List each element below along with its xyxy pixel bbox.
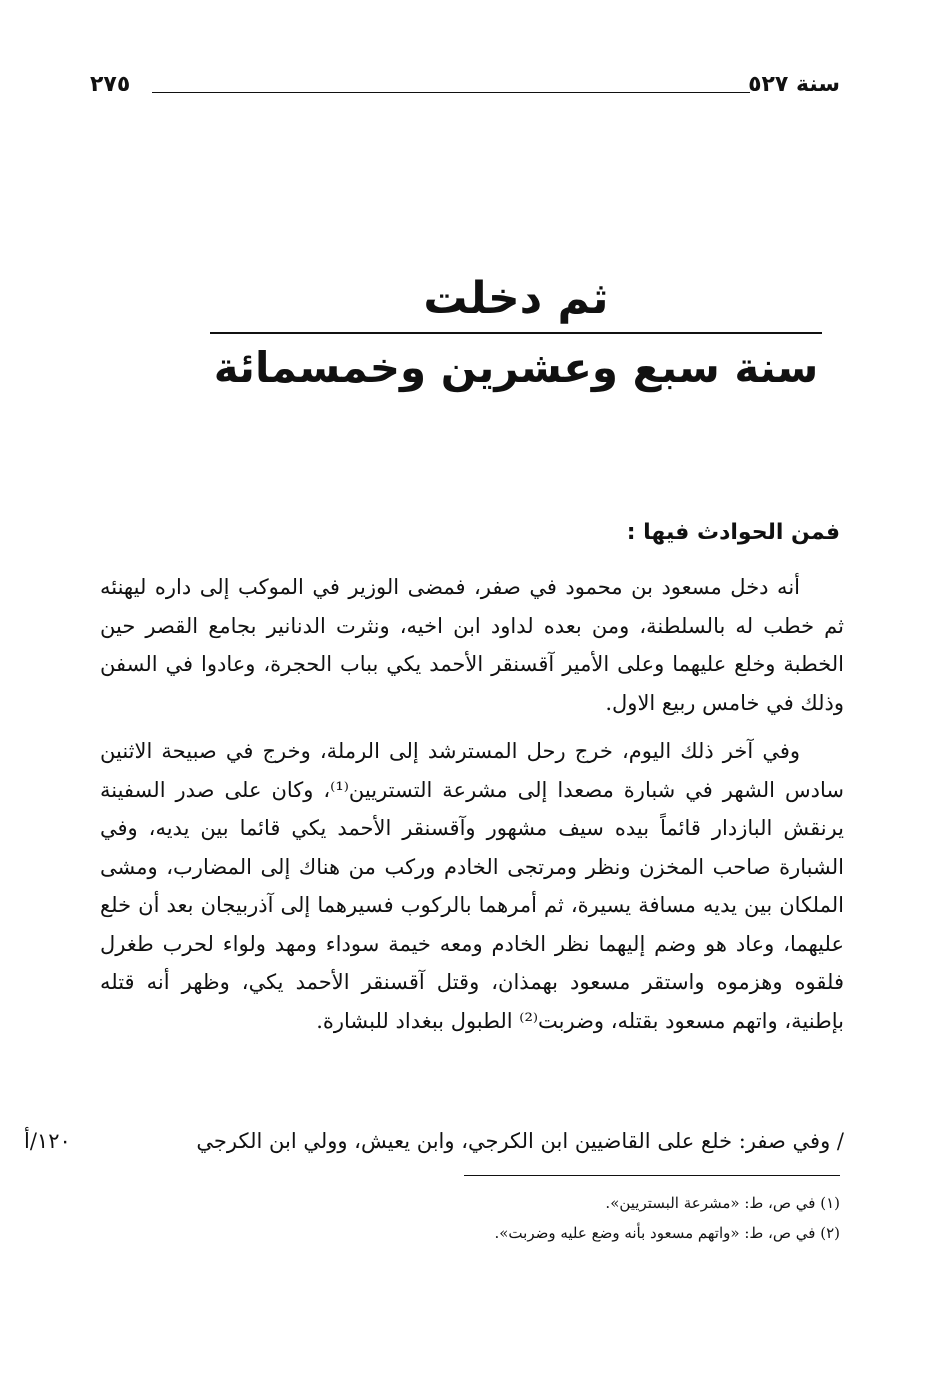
footnotes bbox=[100, 1188, 840, 1248]
footnote-rule bbox=[464, 1175, 840, 1176]
paragraph: أنه دخل مسعود بن محمود في صفر، فمضى الوزير في الموكب إلى داره ليهنئه ثم خطب له بالسلطنة، ومن بعده لداود ابن اخيه، ونثرت الدنانير بجامع القصر حين الخطبة وخلع عليهما وعلى الأمير آقسنقر الأحمد يكي بباب الحجرة، وعادوا في السفن وذلك في خامس ربيع الاول. bbox=[100, 575, 844, 715]
section-heading: فمن الحوادث فيها : bbox=[626, 520, 840, 545]
header-rule bbox=[152, 92, 750, 93]
chapter-title-block bbox=[210, 272, 822, 394]
page-header bbox=[90, 72, 840, 108]
footnote: (٢) في ص، ط: «واتهم مسعود بأنه وضع عليه وضربت». bbox=[494, 1224, 840, 1242]
footnote: (١) في ص، ط: «مشرعة البستريين». bbox=[605, 1194, 840, 1212]
continuation-text: / وفي صفر: خلع على القاضيين ابن الكرجي، وابن يعيش، وولي ابن الكرجي bbox=[196, 1129, 844, 1153]
chapter-title-line2: سنة سبع وعشرين وخمسمائة bbox=[213, 343, 819, 392]
title-rule bbox=[210, 332, 822, 334]
folio-marker: ١٢٠/أ bbox=[24, 1129, 71, 1153]
chapter-title-line1: ثم دخلت bbox=[423, 273, 609, 324]
running-head-year: سنة ٥٢٧ bbox=[748, 72, 840, 97]
page-number: ٢٧٥ bbox=[90, 72, 131, 97]
body-text bbox=[100, 568, 844, 1050]
continuation-line bbox=[24, 1122, 844, 1160]
paragraph: وفي آخر ذلك اليوم، خرج رحل المسترشد إلى الرملة، وخرج في صبيحة الاثنين سادس الشهر في شبارة مصعدا إلى مشرعة التستريين⁽¹⁾، وكان على صدر السفينة يرنقش البازدار قائماً بيده سيف مشهور وآقسنقر الأحمد يكي قائما بين يديه، وفي الشبارة صاحب المخزن ونظر ومرتجى الخادم وركب من هناك إلى المضارب، ومشى الملكان بين يديه مسافة يسيرة، ثم أمرهما بالركوب فسيرهما إلى آذربيجان بعد أن خلع عليهما، وعاد هو وضم إليهما نظر الخادم ومعه خيمة سوداء ومهد ولواء لحرب طغرل فلقوه وهزموه واستقر مسعود بهمذان، وقتل آقسنقر الأحمد يكي، وظهر أنه قتله بإطنية، واتهم مسعود بقتله، وضربت⁽²⁾ الطبول ببغداد للبشارة. bbox=[100, 739, 844, 1033]
